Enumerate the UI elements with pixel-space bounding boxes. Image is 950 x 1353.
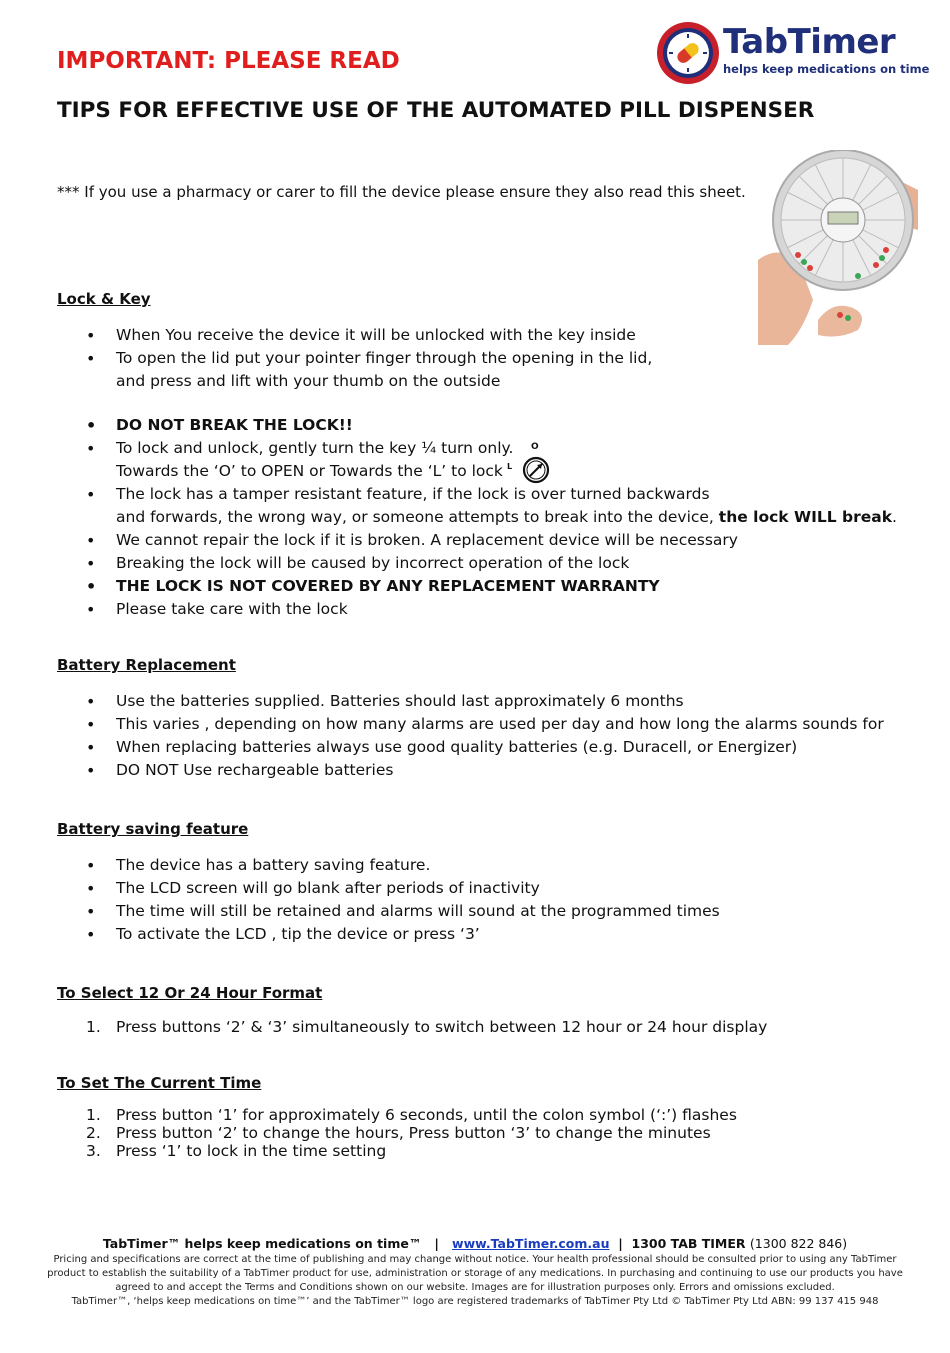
- step-number: 1.: [86, 1106, 101, 1124]
- list-item: [57, 1106, 737, 1124]
- logo-tagline: helps keep medications on time: [723, 62, 930, 76]
- footer: [40, 1236, 910, 1309]
- list-item: [57, 437, 897, 483]
- section-heading-battery: Battery Replacement: [57, 656, 236, 674]
- lock-dial-icon: [505, 440, 555, 484]
- list-item: [57, 324, 897, 347]
- hour-format-steps: [57, 1016, 767, 1038]
- list-item-text: DO NOT Use rechargeable batteries: [116, 761, 394, 779]
- list-item-text: We cannot repair the lock if it is broken. A replacement device will be necessary: [116, 531, 738, 549]
- list-item-emphasis: the lock WILL break: [718, 508, 893, 526]
- list-item-text: Towards the ‘O’ to OPEN or Towards the ‘L’ to lock: [116, 462, 503, 480]
- pill-dispenser-in-hands-image: [758, 150, 918, 345]
- pharmacy-note: *** If you use a pharmacy or carer to fill the device please ensure they also read this sheet.: [57, 183, 746, 201]
- section-heading-battery-saving: Battery saving feature: [57, 820, 249, 838]
- list-item-text: and forwards, the wrong way, or someone attempts to break into the device,: [116, 508, 719, 526]
- list-item-text: Please take care with the lock: [116, 600, 348, 618]
- list-item: [57, 1016, 767, 1038]
- list-item: [57, 713, 884, 736]
- list-item-text: and press and lift with your thumb on the outside: [116, 372, 501, 390]
- step-number: 3.: [86, 1142, 101, 1160]
- list-item-text: • The lock has a tamper resistant feature, if the lock is over turned backwards: [116, 485, 710, 503]
- list-item-text: When You receive the device it will be unlocked with the key inside: [116, 326, 636, 344]
- list-item: [57, 1124, 737, 1142]
- section-heading-hour-format: To Select 12 Or 24 Hour Format: [57, 984, 323, 1002]
- footer-phone: 1300 TAB TIMER: [631, 1236, 746, 1251]
- list-item-text: The device has a battery saving feature.: [116, 856, 431, 874]
- disclaimer-line: Pricing and specifications are correct at the time of publishing and may change without notice. Your health professional should be consulted prior to using any TabTimer: [53, 1254, 897, 1265]
- footer-phone-number: (1300 822 846): [749, 1236, 848, 1251]
- list-item: [57, 1142, 737, 1160]
- list-item-text: To activate the LCD , tip the device or press ‘3’: [116, 925, 480, 943]
- battery-saving-list: [57, 854, 720, 946]
- footer-main-line: [40, 1236, 910, 1251]
- list-item: [57, 483, 897, 529]
- disclaimer-line: TabTimer™, ‘helps keep medications on time™’ and the TabTimer™ logo are registered trademarks of TabTimer Pty Ltd © TabTimer Pty Ltd ABN: 99 137 415 948: [71, 1296, 879, 1307]
- footer-brand: TabTimer™ helps keep medications on time™: [102, 1236, 422, 1251]
- list-item-text: Press button ‘2’ to change the hours, Press button ‘3’ to change the minutes: [116, 1124, 711, 1142]
- lock-key-list: [57, 324, 897, 621]
- set-time-steps: [57, 1106, 737, 1160]
- list-item: [57, 736, 884, 759]
- logo-wordmark: TabTimer: [723, 22, 896, 62]
- list-item-text: DO NOT BREAK THE LOCK!!: [116, 416, 353, 434]
- list-item-text: The LCD screen will go blank after periods of inactivity: [116, 879, 540, 897]
- list-item-text: Press button ‘1’ for approximately 6 seconds, until the colon symbol (‘:’) flashes: [116, 1106, 737, 1124]
- list-item: [57, 759, 884, 782]
- clock-pill-logo-icon: [655, 20, 721, 86]
- list-item: [57, 900, 720, 923]
- list-item-text: THE LOCK IS NOT COVERED BY ANY REPLACEMENT WARRANTY: [116, 577, 660, 595]
- footer-disclaimer: [40, 1253, 910, 1309]
- list-item: [57, 877, 720, 900]
- list-item-text: When replacing batteries always use good quality batteries (e.g. Duracell, or Energizer): [116, 738, 798, 756]
- list-item: [57, 598, 897, 621]
- list-item-text: Use the batteries supplied. Batteries should last approximately 6 months: [116, 692, 684, 710]
- list-item-text: • To lock and unlock, gently turn the key ¼ turn only.: [116, 439, 514, 457]
- section-heading-set-time: To Set The Current Time: [57, 1074, 262, 1092]
- list-item-text: Press buttons ‘2’ & ‘3’ simultaneously to switch between 12 hour or 24 hour display: [116, 1018, 768, 1036]
- key-o-label: O: [531, 442, 539, 452]
- step-number: 1.: [86, 1018, 101, 1036]
- list-item-text: • To open the lid put your pointer finger through the opening in the lid,: [116, 349, 653, 367]
- list-item: [57, 854, 720, 877]
- footer-separator: |: [618, 1236, 623, 1251]
- list-item-text: This varies , depending on how many alarms are used per day and how long the alarms sounds for: [116, 715, 884, 733]
- list-item: [57, 414, 897, 437]
- list-item-text: Breaking the lock will be caused by incorrect operation of the lock: [116, 554, 630, 572]
- website-link[interactable]: www.TabTimer.com.au: [452, 1236, 610, 1251]
- list-item: [57, 347, 897, 393]
- list-item: [57, 923, 720, 946]
- disclaimer-line: agreed to and accept the Terms and Conditions shown on our website. Images are for illustration purposes only. Errors and omissions excluded.: [115, 1282, 835, 1293]
- footer-separator: |: [434, 1236, 439, 1251]
- list-item: [57, 529, 897, 552]
- list-item: [57, 690, 884, 713]
- list-item: [57, 575, 897, 598]
- battery-list: [57, 690, 884, 782]
- list-item: [57, 552, 897, 575]
- list-item-text: .: [892, 508, 897, 526]
- section-heading-lock-key: Lock & Key: [57, 290, 151, 308]
- important-heading: IMPORTANT: PLEASE READ: [57, 48, 400, 74]
- step-number: 2.: [86, 1124, 101, 1142]
- page-title: TIPS FOR EFFECTIVE USE OF THE AUTOMATED PILL DISPENSER: [57, 98, 815, 123]
- tabtimer-logo: [655, 20, 930, 86]
- list-item-text: Press ‘1’ to lock in the time setting: [116, 1142, 387, 1160]
- key-l-label: L: [507, 462, 513, 471]
- disclaimer-line: product to establish the suitability of a TabTimer product for use, administration or storage of any medications. In purchasing and continuing to use our products you have: [47, 1268, 903, 1279]
- list-item-text: The time will still be retained and alarms will sound at the programmed times: [116, 902, 720, 920]
